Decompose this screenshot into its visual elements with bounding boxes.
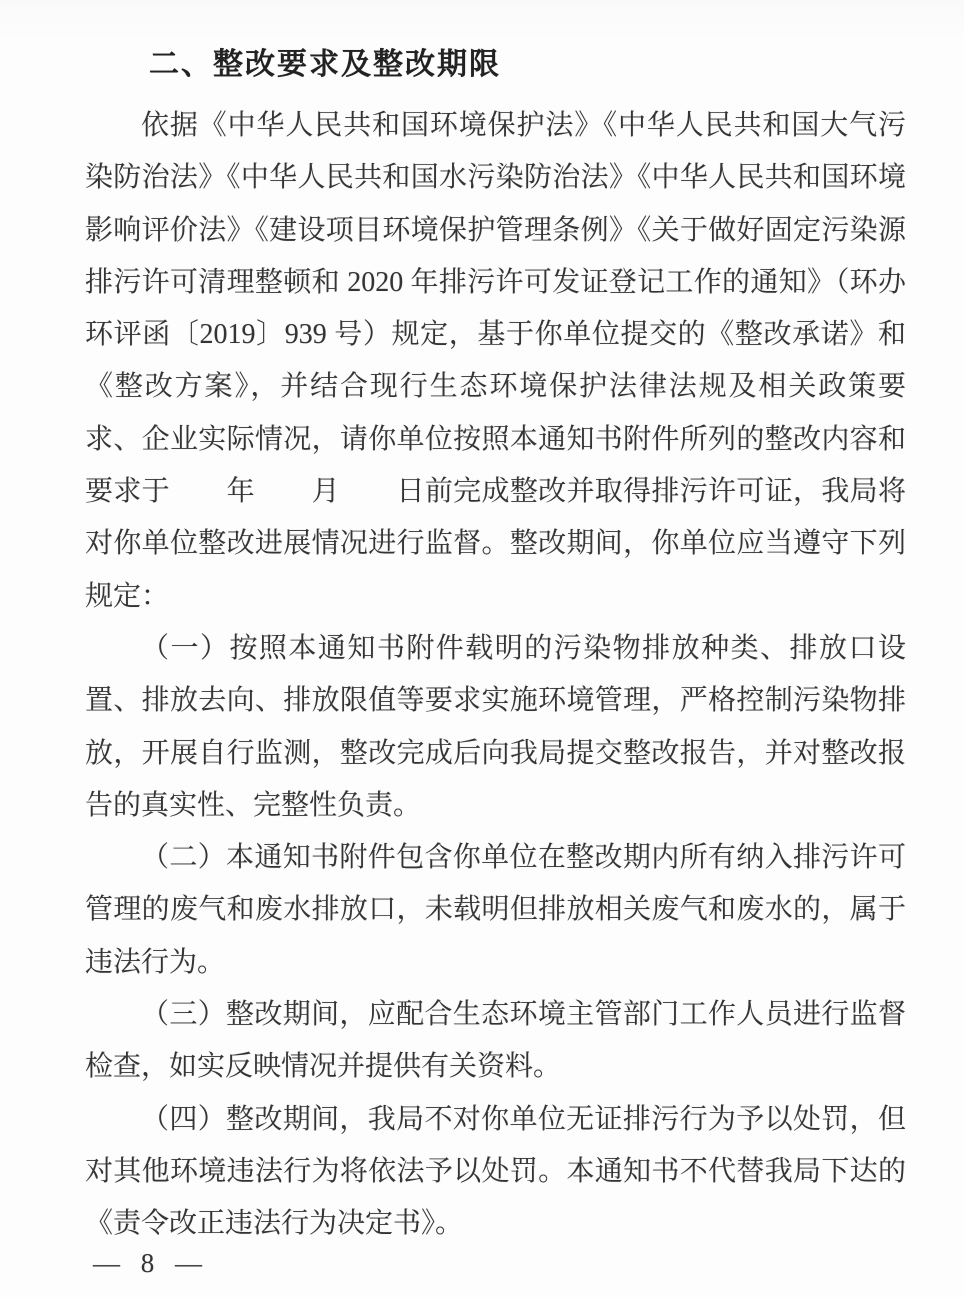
paragraph-item-3: （三）整改期间，应配合生态环境主管部门工作人员进行监督检查，如实反映情况并提供有关资料。 [85, 999, 906, 1083]
page-number: — 8 — [93, 1248, 209, 1278]
paragraph-item-1: （一）按照本通知书附件载明的污染物排放种类、排放口设置、排放去向、排放限值等要求实施环境管理，严格控制污染物排放，开展自行监测，整改完成后向我局提交整改报告，并对整改报告的真实性、完整性负责。 [85, 632, 906, 821]
paragraph-legal-basis: 依据《中华人民共和国环境保护法》《中华人民共和国大气污染防治法》《中华人民共和国水污染防治法》《中华人民共和国环境影响评价法》《建设项目环境保护管理条例》《关于做好固定污染源排污许可清理整顿和 2020 年排污许可发证登记工作的通知》（环办环评函〔2019〕939 号）规定，基于你单位提交的《整改承诺》和《整改方案》，并结合现行生态环境保护法律法规及相关政策要求、企业实际情况，请你单位按照本通知书附件所列的整改内容和要求于 年 月 日前完成整改并取得排污许可证，我局将对你单位整改进展情况进行监督。整改期间，你单位应当遵守下列规定： [85, 110, 906, 612]
section-heading: 二、整改要求及整改期限 [149, 48, 501, 81]
paragraph-item-2: （二）本通知书附件包含你单位在整改期内所有纳入排污许可管理的废气和废水排放口，未载明但排放相关废气和废水的，属于违法行为。 [85, 842, 906, 978]
document-body [85, 100, 906, 1251]
paragraph-item-4: （四）整改期间，我局不对你单位无证排污行为予以处罚，但对其他环境违法行为将依法予以处罚。本通知书不代替我局下达的《责令改正违法行为决定书》。 [85, 1103, 906, 1240]
